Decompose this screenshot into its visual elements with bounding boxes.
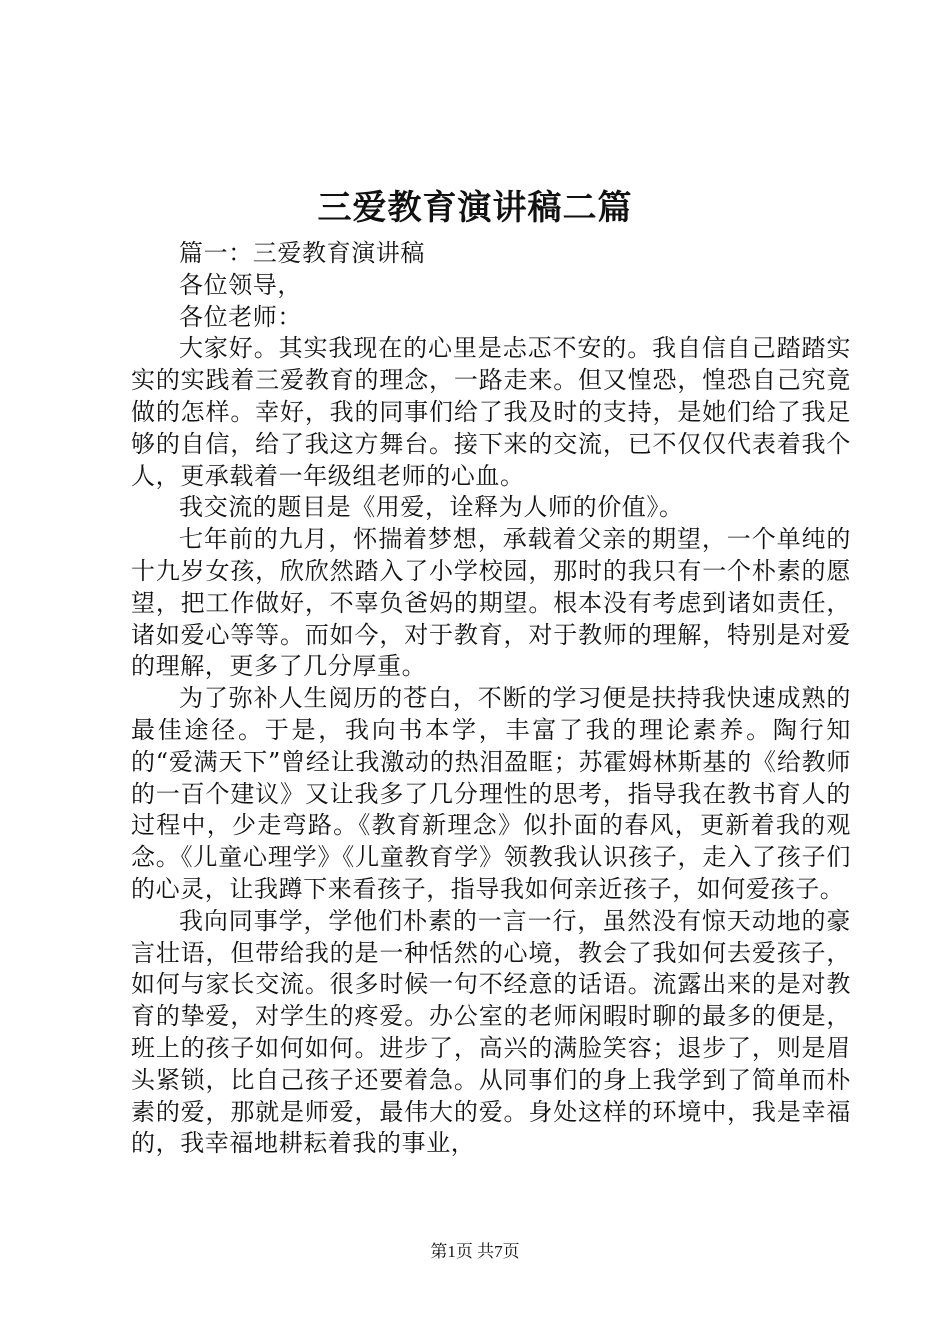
page-title: 三爱教育演讲稿二篇 bbox=[317, 188, 633, 228]
page-footer: 第1页 共7页 bbox=[430, 1242, 520, 1261]
paragraph-topic: 我交流的题目是《用爱，诠释为人师的价值》。 bbox=[179, 493, 684, 522]
paragraph-greeting: 大家好。其实我现在的心里是忐忑不安的。我自信自己踏踏实实的实践着三爱教育的理念，一路走来。但又惶恐，惶恐自己究竟做的怎样。幸好，我的同事们给了我及时的支持，是她们给了我足够的自信，给了我这方舞台。接下来的交流，已不仅仅代表着我个人，更承载着一年级组老师的心血。 bbox=[131, 334, 851, 490]
paragraph-salutation-leaders: 各位领导， bbox=[179, 270, 302, 299]
paragraph-salutation-teachers: 各位老师： bbox=[179, 302, 302, 331]
paragraph-learning-from-colleagues: 我向同事学，学他们朴素的一言一行，虽然没有惊天动地的豪言壮语，但带给我的是一种恬然的心境，教会了我如何去爱孩子，如何与家长交流。很多时候一句不经意的话语。流露出来的是对教育的挚爱，对学生的疼爱。办公室的老师闲暇时聊的最多的便是，班上的孩子如何如何。进步了，高兴的满脸笑容；退步了，则是眉头紧锁，比自己孩子还要着急。从同事们的身上我学到了简单而朴素的爱，那就是师爱，最伟大的爱。身处这样的环境中，我是幸福的，我幸福地耕耘着我的事业， bbox=[131, 906, 851, 1158]
paragraph-section-heading: 篇一：三爱教育演讲稿 bbox=[179, 239, 425, 267]
paragraph-seven-years-ago: 七年前的九月，怀揣着梦想，承载着父亲的期望，一个单纯的十九岁女孩，欣欣然踏入了小学校园，那时的我只有一个朴素的愿望，把工作做好，不辜负爸妈的期望。根本没有考虑到诸如责任，诸如爱心等等。而如今，对于教育，对于教师的理解，特别是对爱的理解，更多了几分厚重。 bbox=[131, 525, 851, 681]
paragraph-learning-from-books: 为了弥补人生阅历的苍白，不断的学习便是扶持我快速成熟的最佳途径。于是，我向书本学，丰富了我的理论素养。陶行知的“爱满天下”曾经让我激动的热泪盈眶；苏霍姆林斯基的《给教师的一百个建议》又让我多了几分理性的思考，指导我在教书育人的过程中，少走弯路。《教育新理念》似扑面的春风，更新着我的观念。《儿童心理学》《儿童教育学》领教我认识孩子，走入了孩子们的心灵，让我蹲下来看孩子，指导我如何亲近孩子，如何爱孩子。 bbox=[131, 684, 851, 903]
document-body bbox=[131, 238, 851, 1160]
